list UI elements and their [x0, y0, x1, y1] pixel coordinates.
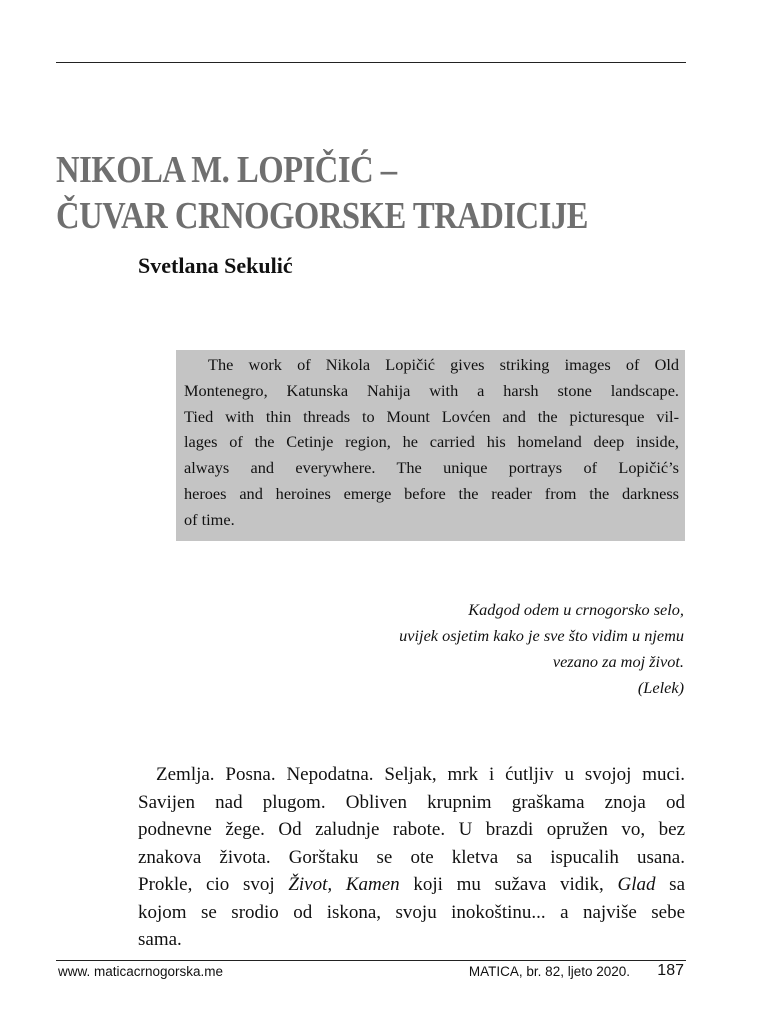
bottom-rule — [56, 960, 686, 961]
page-footer — [56, 962, 686, 984]
body-line: kojom se srodio od iskona, svoju inokoštinu... a najviše sebe — [138, 901, 685, 923]
title-line-2: ČUVAR CRNOGORSKE TRADICIJE — [56, 195, 588, 237]
epigraph-line: uvijek osjetim kako je sve što vidim u njemu — [399, 626, 684, 645]
article-title — [56, 147, 615, 239]
body-paragraph — [138, 761, 685, 954]
abstract-line: The work of Nikola Lopičić gives striking images of Old — [208, 355, 679, 374]
italic-title-glad: Glad — [617, 874, 656, 895]
body-line — [138, 871, 685, 899]
abstract-line: always and everywhere. The unique portrays of Lopičić’s — [184, 458, 679, 478]
body-text-run: sa — [655, 874, 686, 895]
footer-url[interactable]: www. maticacrnogorska.me — [58, 964, 224, 979]
body-text-run: koji mu sužava vidik, — [399, 874, 618, 895]
body-line: Zemlja. Posna. Nepodatna. Seljak, mrk i ćutljiv u svojoj muci. — [156, 764, 685, 785]
epigraph-line: vezano za moj život. — [552, 652, 684, 671]
abstract-box — [176, 350, 685, 541]
abstract-line: lages of the Cetinje region, he carried his homeland deep inside, — [184, 432, 679, 452]
epigraph — [204, 597, 684, 701]
body-text-run: Prokle, cio svoj — [138, 874, 289, 895]
abstract-line: of time. — [184, 509, 235, 529]
abstract-line: Montenegro, Katunska Nahija with a harsh stone landscape. — [184, 380, 679, 400]
epigraph-line: Kadgod odem u crnogorsko selo, — [468, 600, 684, 619]
page-number: 187 — [657, 962, 684, 979]
body-line: znakova života. Gorštaku se ote kletva sa ispucalih usana. — [138, 846, 685, 868]
top-rule — [56, 62, 686, 63]
body-line: sama. — [138, 929, 182, 950]
abstract-line: Tied with thin threads to Mount Lovćen and the picturesque vil- — [184, 406, 679, 426]
title-line-1: NIKOLA M. LOPIČIĆ – — [56, 149, 397, 191]
body-line: podnevne žege. Od zaludnje rabote. U brazdi opružen vo, bez — [138, 819, 685, 840]
body-line: Savijen nad plugom. Obliven krupnim graškama znoja od — [138, 791, 685, 813]
abstract-line: heroes and heroines emerge before the reader from the darkness — [184, 483, 679, 503]
footer-journal-issue: MATICA, br. 82, ljeto 2020. — [468, 964, 630, 979]
epigraph-source: (Lelek) — [637, 678, 684, 697]
italic-title-zivot-kamen: Život, Kamen — [288, 874, 400, 895]
author-name: Svetlana Sekulić — [138, 253, 293, 278]
